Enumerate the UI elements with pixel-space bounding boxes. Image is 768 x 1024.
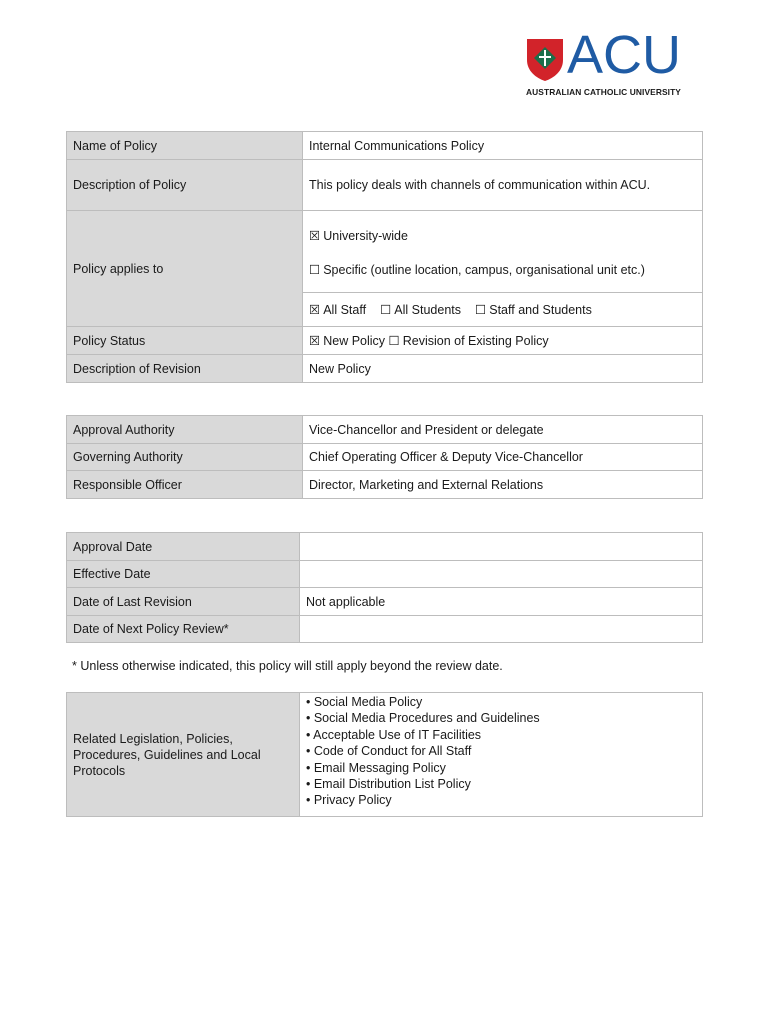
list-item[interactable]: • Email Messaging Policy xyxy=(306,760,446,775)
audience-options xyxy=(303,293,703,327)
specific-option[interactable] xyxy=(309,262,696,278)
table-row xyxy=(67,132,703,160)
list-item[interactable]: • Social Media Policy xyxy=(306,695,423,709)
table-row xyxy=(67,533,703,561)
checkbox-unchecked[interactable]: ☐ xyxy=(380,302,392,317)
related-documents-table xyxy=(66,692,703,817)
list-item[interactable]: • Code of Conduct for All Staff xyxy=(306,744,472,759)
revision-label: Revision of Existing Policy xyxy=(402,333,549,348)
description-of-policy-label: Description of Policy xyxy=(67,160,303,211)
checkbox-checked[interactable]: ☒ xyxy=(309,228,321,243)
policy-applies-to-label: Policy applies to xyxy=(67,211,303,327)
checkbox-checked[interactable]: ☒ xyxy=(309,333,321,348)
approval-authority-value: Vice-Chancellor and President or delegate xyxy=(303,416,703,444)
checkbox-unchecked[interactable]: ☐ xyxy=(475,302,487,317)
responsible-officer-label: Responsible Officer xyxy=(67,471,303,499)
checkbox-unchecked[interactable]: ☐ xyxy=(309,262,321,277)
list-item[interactable]: • Social Media Procedures and Guidelines xyxy=(306,711,540,726)
policy-applies-options xyxy=(303,211,703,293)
governing-authority-label: Governing Authority xyxy=(67,444,303,471)
table-row xyxy=(67,327,703,355)
last-revision-value: Not applicable xyxy=(300,588,703,616)
table-row xyxy=(67,561,703,588)
approval-date-label: Approval Date xyxy=(67,533,300,561)
review-date-note: * Unless otherwise indicated, this policy will still apply beyond the review date. xyxy=(72,659,503,673)
list-item[interactable]: • Email Distribution List Policy xyxy=(306,777,471,792)
name-of-policy-value: Internal Communications Policy xyxy=(303,132,703,160)
table-row xyxy=(67,693,703,817)
university-wide-label: University-wide xyxy=(323,228,408,243)
related-documents-list xyxy=(300,693,703,817)
university-wide-option[interactable] xyxy=(309,228,696,244)
description-of-revision-value: New Policy xyxy=(303,355,703,383)
logo-wordmark: ACU xyxy=(567,25,682,85)
description-of-policy-value: This policy deals with channels of communication within ACU. xyxy=(303,160,703,211)
all-students-option[interactable] xyxy=(380,303,461,317)
list-item[interactable]: • Acceptable Use of IT Facilities xyxy=(306,727,482,742)
description-of-revision-label: Description of Revision xyxy=(67,355,303,383)
next-review-value xyxy=(300,616,703,643)
effective-date-value xyxy=(300,561,703,588)
effective-date-label: Effective Date xyxy=(67,561,300,588)
specific-label: Specific (outline location, campus, organisational unit etc.) xyxy=(323,262,645,277)
table-row xyxy=(67,471,703,499)
table-row xyxy=(67,616,703,643)
new-policy-option[interactable] xyxy=(309,334,385,348)
all-staff-label: All Staff xyxy=(323,302,367,317)
next-review-label: Date of Next Policy Review* xyxy=(67,616,300,643)
staff-and-students-label: Staff and Students xyxy=(489,302,592,317)
governing-authority-value: Chief Operating Officer & Deputy Vice-Chancellor xyxy=(303,444,703,471)
policy-details-table xyxy=(66,131,703,383)
all-staff-option[interactable] xyxy=(309,303,366,317)
table-row xyxy=(67,355,703,383)
policy-status-label: Policy Status xyxy=(67,327,303,355)
acu-logo xyxy=(526,25,706,100)
revision-option[interactable] xyxy=(389,334,549,348)
table-row xyxy=(67,416,703,444)
all-students-label: All Students xyxy=(394,302,462,317)
dates-table xyxy=(66,532,703,643)
table-row xyxy=(67,444,703,471)
checkbox-unchecked[interactable]: ☐ xyxy=(388,333,400,348)
authority-table xyxy=(66,415,703,499)
responsible-officer-value: Director, Marketing and External Relations xyxy=(303,471,703,499)
staff-and-students-option[interactable] xyxy=(475,303,592,317)
table-row xyxy=(67,160,703,211)
last-revision-label: Date of Last Revision xyxy=(67,588,300,616)
shield-icon xyxy=(526,38,564,82)
checkbox-checked[interactable]: ☒ xyxy=(309,302,321,317)
list-item[interactable]: • Privacy Policy xyxy=(306,793,392,808)
table-row xyxy=(67,588,703,616)
approval-authority-label: Approval Authority xyxy=(67,416,303,444)
policy-status-options xyxy=(303,327,703,355)
related-documents-label: Related Legislation, Policies, Procedures, Guidelines and Local Protocols xyxy=(67,693,300,817)
logo-subtitle: AUSTRALIAN CATHOLIC UNIVERSITY xyxy=(526,87,681,97)
table-row xyxy=(67,211,703,293)
new-policy-label: New Policy xyxy=(323,333,386,348)
approval-date-value xyxy=(300,533,703,561)
name-of-policy-label: Name of Policy xyxy=(67,132,303,160)
